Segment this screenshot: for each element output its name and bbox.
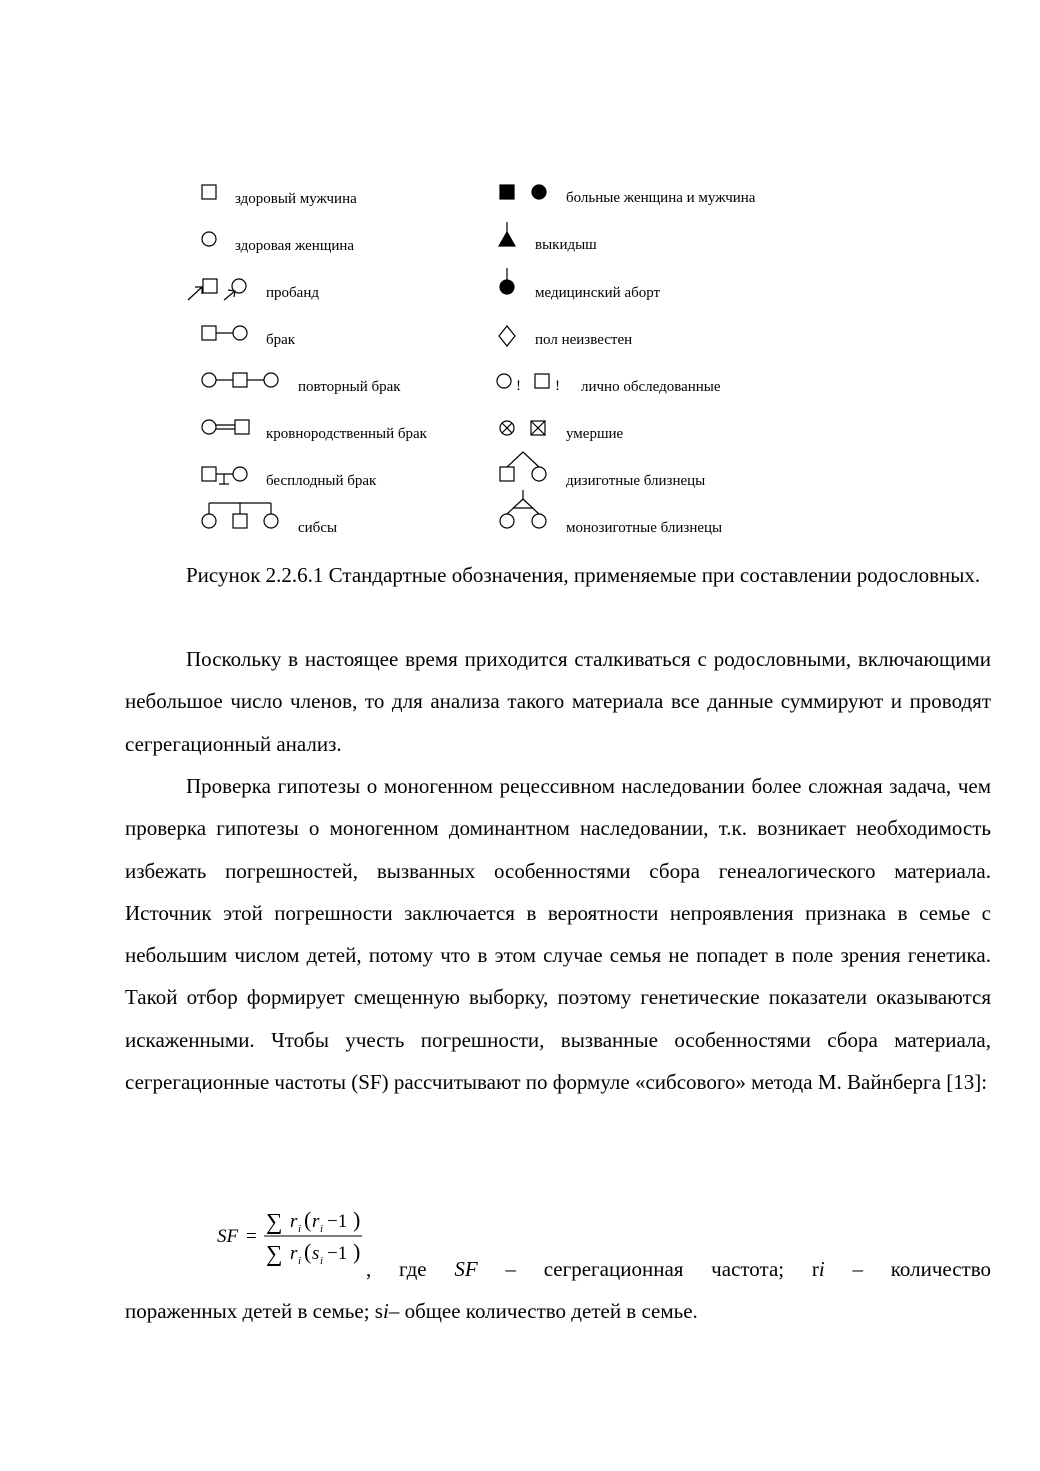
monozygotic-twins-symbol	[500, 490, 546, 528]
svg-text:i: i	[320, 1223, 324, 1235]
legend-label-sibs: сибсы	[298, 520, 338, 536]
legend-label-consanguineous: кровнородственный брак	[266, 426, 427, 442]
svg-text:): )	[353, 1239, 361, 1264]
legend-label-infertile: бесплодный брак	[266, 473, 377, 489]
svg-text:(: (	[304, 1207, 312, 1232]
abortion-symbol	[500, 268, 514, 294]
formula-lhs: SF	[217, 1226, 239, 1247]
legend-label-monozygotic: монозиготные близнецы	[566, 520, 723, 536]
legend-label-deceased: умершие	[566, 426, 624, 442]
dizygotic-twins-symbol	[500, 452, 546, 481]
svg-text:s: s	[312, 1243, 320, 1264]
svg-text:−1: −1	[327, 1211, 348, 1232]
legend-label-remarriage: повторный брак	[298, 379, 401, 395]
legend-label-healthy-male: здоровый мужчина	[235, 191, 357, 207]
paragraph-2: Проверка гипотезы о моногенном рецессивном наследовании более сложная задача, чем проверка гипотезы о моногенном доминантном наследовании, т.к. возникает необходимость избежать погрешностей, вызванных особенностями сбора генеалогического материала. Источник этой погрешности заключается в вероятности непроявления признака в семье с небольшим числом детей, потому что в этом случае семья не попадет в поле зрения генетика. Такой отбор формирует смещенную выборку, поэтому генетические показатели оказываются искаженными. Чтобы учесть погрешности, вызванные особенностями сбора материала, сегрегационные частоты (SF) рассчитывают по формуле «сибсового» метода М. Вайнберга [13]:	[125, 774, 991, 1095]
legend-label-abortion: медицинский аборт	[535, 285, 661, 301]
formula-definitions-continued: пораженных детей в семье; si– общее количество детей в семье.	[125, 1299, 698, 1323]
svg-text:r: r	[312, 1211, 320, 1232]
svg-text:−1: −1	[327, 1243, 348, 1264]
consanguineous-marriage-symbol	[202, 420, 249, 434]
marriage-symbol	[202, 326, 247, 340]
formula-definitions-line: , где SF – сегрегационная частота; ri – количество	[366, 1257, 992, 1281]
examined-symbol	[497, 374, 549, 388]
svg-text:): )	[353, 1207, 361, 1232]
healthy-female-symbol	[202, 232, 216, 246]
healthy-male-symbol	[202, 185, 216, 199]
formula-sum-denominator: ∑	[266, 1241, 283, 1266]
svg-text:i: i	[320, 1255, 324, 1267]
deceased-symbol	[500, 421, 545, 435]
proband-symbol	[188, 279, 246, 300]
legend-label-affected: больные женщина и мужчина	[566, 190, 756, 206]
examined-mark: !	[555, 378, 560, 394]
svg-text:(: (	[304, 1239, 312, 1264]
legend-label-examined: лично обследованные	[581, 379, 721, 395]
legend-label-marriage: брак	[266, 332, 296, 348]
paragraph-1: Поскольку в настоящее время приходится сталкиваться с родословными, включающими небольшое число членов, то для анализа такого материала все данные суммируют и проводят сегрегационный анализ.	[125, 647, 991, 756]
formula-equals: =	[246, 1226, 257, 1247]
legend-label-sex-unknown: пол неизвестен	[535, 332, 633, 348]
svg-text:i: i	[298, 1255, 302, 1267]
pedigree-symbols	[0, 0, 1040, 560]
figure-caption: Рисунок 2.2.6.1 Стандартные обозначения, применяемые при составлении родословных.	[186, 563, 981, 587]
legend-label-healthy-female: здоровая женщина	[235, 238, 355, 254]
svg-text:r: r	[290, 1211, 298, 1232]
examined-mark: !	[516, 378, 521, 394]
formula-sum-numerator: ∑	[266, 1209, 283, 1234]
legend-label-miscarriage: выкидыш	[535, 237, 597, 253]
svg-text:i: i	[298, 1223, 302, 1235]
affected-symbol	[500, 185, 546, 199]
remarriage-symbol	[202, 373, 278, 387]
legend-label-dizygotic: дизиготные близнецы	[566, 473, 706, 489]
sex-unknown-symbol	[499, 326, 515, 346]
infertile-marriage-symbol	[202, 467, 247, 484]
legend-label-proband: пробанд	[266, 285, 319, 301]
sf-formula	[214, 1205, 366, 1269]
sibs-symbol	[202, 503, 278, 528]
miscarriage-symbol	[499, 222, 515, 246]
svg-text:r: r	[290, 1243, 298, 1264]
